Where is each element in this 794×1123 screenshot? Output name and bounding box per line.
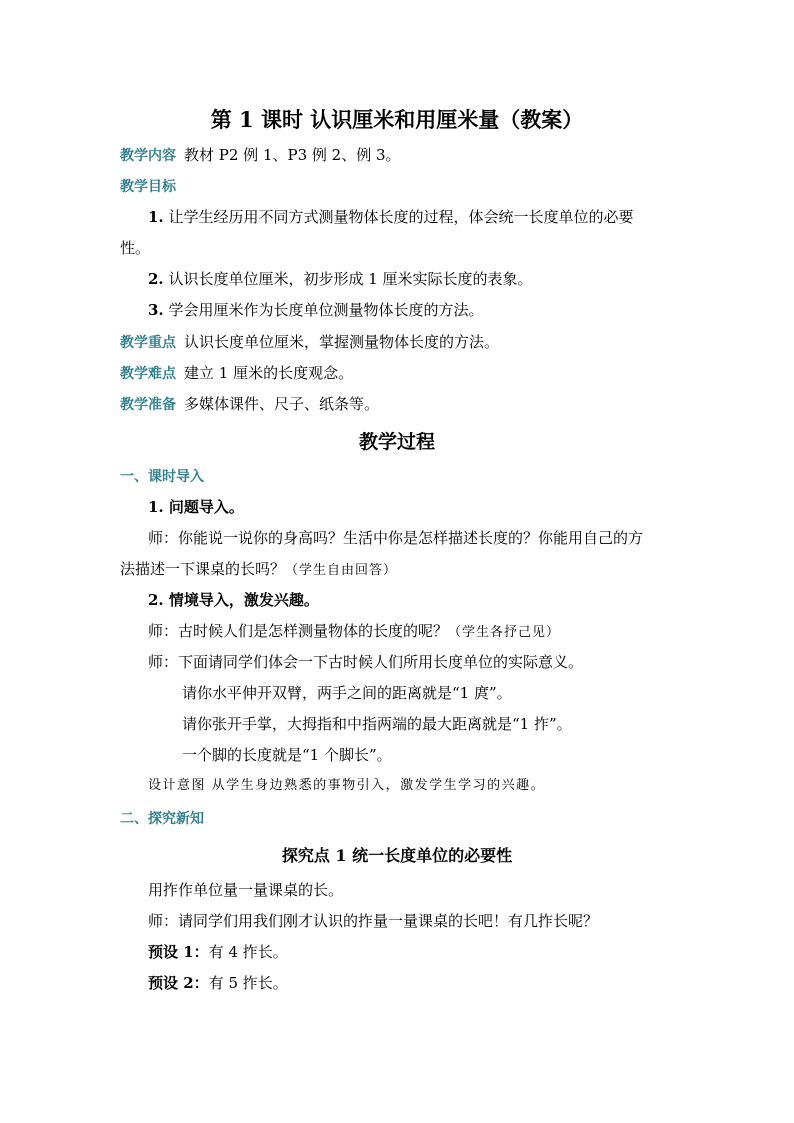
teaching-goals-heading bbox=[120, 176, 680, 197]
preparation-label: 教学准备 bbox=[120, 397, 176, 413]
goal-item-1-cont: 性。 bbox=[120, 239, 151, 257]
section1-p1-line1: 师：你能说一说你的身高吗？生活中你是怎样描述长度的？你能用自己的方 bbox=[148, 529, 644, 547]
difficulty-label: 教学难点 bbox=[120, 366, 176, 382]
section1-p2-line5: 一个脚的长度就是“1 个脚长”。 bbox=[182, 746, 392, 764]
section1-p2-line4: 请你张开手掌，大拇指和中指两端的最大距离就是“1 拃”。 bbox=[182, 715, 572, 733]
preset-2: 预设 2：有 5 拃长。 bbox=[148, 974, 288, 992]
section1-p2-line1: 师：古时候人们是怎样测量物体的长度的呢？（学生各抒己见） bbox=[148, 622, 561, 640]
key-point: 教学重点 认识长度单位厘米，掌握测量物体长度的方法。 bbox=[120, 333, 500, 351]
section1-p2-title: 2. 情境导入，激发兴趣。 bbox=[148, 591, 319, 609]
lesson-title: 第 1 课时 认识厘米和用厘米量（教案） bbox=[210, 107, 584, 132]
design-intent-text: 从学生身边熟悉的事物引入，激发学生学习的兴趣。 bbox=[211, 778, 546, 793]
section2-heading: 二、探究新知 bbox=[120, 811, 204, 827]
goal-item-1: 1. 让学生经历用不同方式测量物体长度的过程，体会统一长度单位的必要 bbox=[148, 208, 634, 226]
section2-line1: 用拃作单位量一量课桌的长。 bbox=[148, 881, 344, 899]
section1-p2-line2: 师：下面请同学们体会一下古时候人们所用长度单位的实际意义。 bbox=[148, 653, 584, 671]
section1-heading: 一、课时导入 bbox=[120, 469, 204, 485]
section1-p2-line3: 请你水平伸开双臂，两手之间的距离就是“1 庹”。 bbox=[182, 684, 512, 702]
design-intent bbox=[148, 776, 708, 796]
section1-p1-note: （学生自由回答） bbox=[285, 563, 398, 578]
teaching-content-text: 教材 P2 例 1、P3 例 2、例 3。 bbox=[184, 146, 401, 164]
teaching-content bbox=[120, 145, 680, 166]
goal-item-2: 2. 认识长度单位厘米，初步形成 1 厘米实际长度的表象。 bbox=[148, 270, 533, 288]
section1-p1-title: 1. 问题导入。 bbox=[148, 498, 244, 516]
explore-point-title: 探究点 1 统一长度单位的必要性 bbox=[281, 846, 513, 865]
section1-p1-line2: 法描述一下课桌的长吗？（学生自由回答） bbox=[120, 560, 398, 578]
teaching-goals-label: 教学目标 bbox=[120, 179, 176, 195]
key-point-label: 教学重点 bbox=[120, 335, 176, 351]
difficulty: 教学难点 建立 1 厘米的长度观念。 bbox=[120, 364, 354, 382]
preset-1: 预设 1：有 4 拃长。 bbox=[148, 943, 288, 961]
preparation: 教学准备 多媒体课件、尺子、纸条等。 bbox=[120, 395, 380, 413]
teaching-content-label: 教学内容 bbox=[120, 148, 176, 164]
design-intent-label: 设计意图 bbox=[148, 778, 207, 793]
section2-line2: 师：请同学们用我们刚才认识的拃量一量课桌的长吧！有几拃长呢？ bbox=[148, 912, 599, 930]
section1-p2-note: （学生各抒己见） bbox=[448, 625, 561, 640]
goal-item-3: 3. 学会用厘米作为长度单位测量物体长度的方法。 bbox=[148, 301, 484, 319]
process-title: 教学过程 bbox=[358, 431, 435, 453]
